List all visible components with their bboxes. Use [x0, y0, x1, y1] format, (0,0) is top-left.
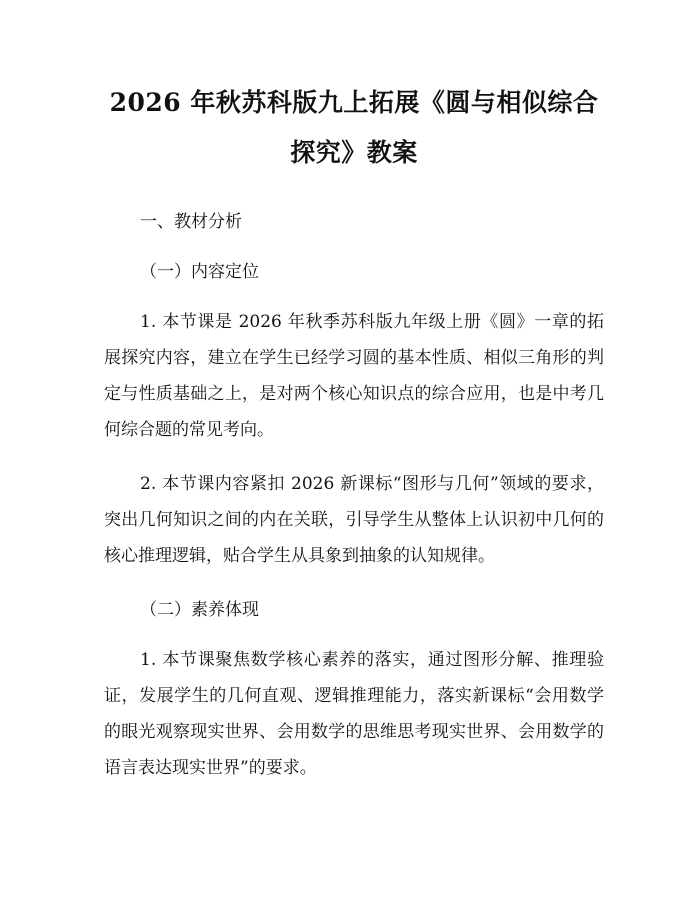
subsection-heading-content-positioning: （一）内容定位	[140, 262, 259, 282]
section-heading-textbook-analysis: 一、教材分析	[140, 212, 242, 232]
document-title: 2026 年秋苏科版九上拓展《圆与相似综合探究》教案	[109, 88, 599, 167]
paragraph-literacy-1: 1. 本节课聚焦数学核心素养的落实，通过图形分解、推理验证，发展学生的几何直观、逻辑推理能力，落实新课标“会用数学的眼光观察现实世界、会用数学的思维思考现实世界、会用数学的语言表达现实世界”的要求。	[104, 650, 604, 778]
subsection-heading-literacy: （二）素养体现	[140, 600, 259, 620]
paragraph-content-positioning-1: 1. 本节课是 2026 年秋季苏科版九年级上册《圆》一章的拓展探究内容，建立在学生已经学习圆的基本性质、相似三角形的判定与性质基础之上，是对两个核心知识点的综合应用，也是中考几何综合题的常见考向。	[104, 312, 604, 440]
paragraph-content-positioning-2: 2. 本节课内容紧扣 2026 新课标“图形与几何”领域的要求，突出几何知识之间的内在关联，引导学生从整体上认识初中几何的核心推理逻辑，贴合学生从具象到抽象的认知规律。	[104, 474, 604, 566]
